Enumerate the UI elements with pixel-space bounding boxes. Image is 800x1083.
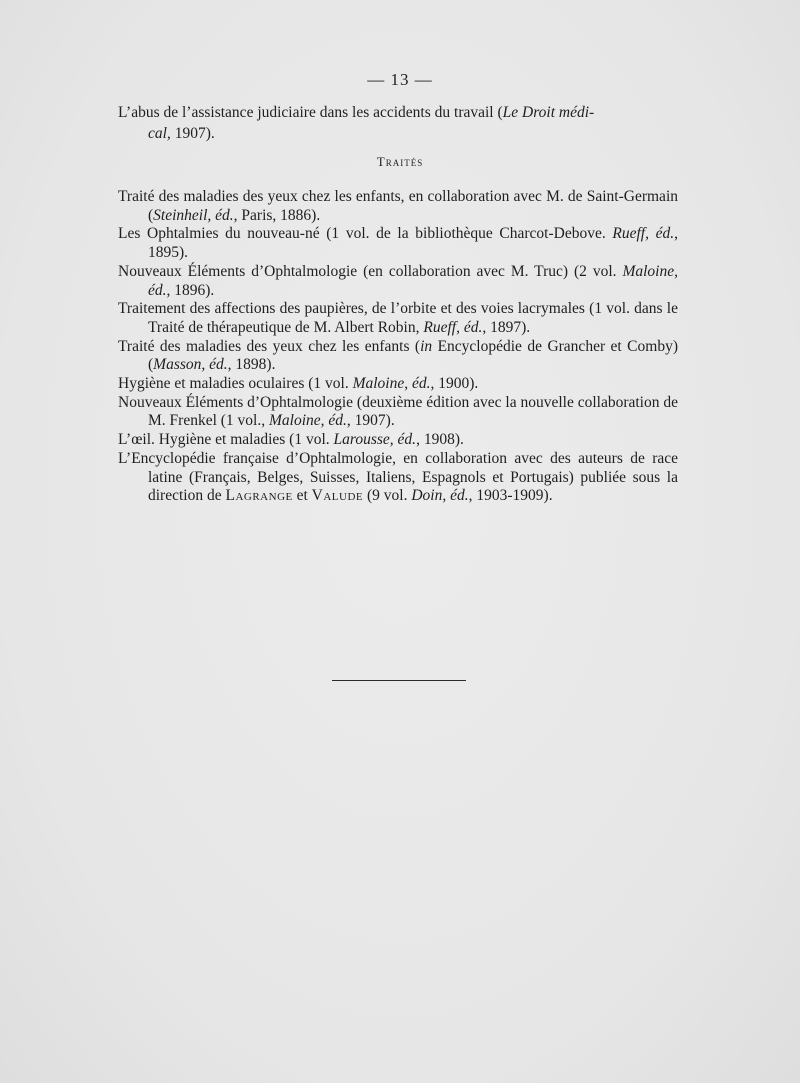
publisher-italic: Maloine, éd. bbox=[352, 375, 431, 393]
entry-text: Nouveaux Éléments d’Ophtalmologie (deuxième édition avec la nouvelle collaboration de M. Frenkel (1 vol., bbox=[118, 393, 678, 430]
bibliography-entry bbox=[118, 338, 678, 375]
entry-text: , 1895). bbox=[148, 225, 678, 262]
page-number: — 13 — bbox=[367, 70, 433, 89]
intro-journal-title-part1: Le Droit médi- bbox=[502, 104, 595, 121]
publisher-italic: Maloine, éd. bbox=[268, 412, 347, 430]
publisher-italic: in bbox=[420, 337, 433, 355]
bibliography-entry bbox=[118, 394, 678, 431]
bibliography-entry bbox=[118, 300, 678, 337]
intro-text-line1: L’abus de l’assistance judiciaire dans les accidents du travail ( bbox=[118, 104, 503, 121]
publisher-italic: Rueff, éd. bbox=[423, 318, 483, 336]
entry-text: Les Ophtalmies du nouveau-né (1 vol. de la bibliothèque Charcot-Debove. bbox=[118, 225, 613, 243]
entry-text: Traité des maladies des yeux chez les enfants, en collaboration avec M. de Saint-Germain ( bbox=[118, 188, 678, 224]
entry-text: L’Encyclopédie française d’Ophtalmologie, en collaboration avec des auteurs de race latine (Français, Belges, Suisses, Italiens, Espagnols et Portugais) publiée sous la direction de bbox=[118, 449, 678, 505]
intro-text-line2: 1907). bbox=[170, 125, 215, 142]
publisher-italic: Rueff, éd. bbox=[612, 225, 675, 243]
entry-text: , Paris, 1886). bbox=[233, 206, 321, 224]
entry-text: Traitement des affections des paupières, de l’orbite et des voies lacrymales (1 vol. dans le Traité de thérapeutique de M. Albert Robin, bbox=[118, 300, 678, 336]
entry-text: Traité des maladies des yeux chez les enfants ( bbox=[118, 337, 421, 355]
entry-text: Hygiène et maladies oculaires (1 vol. bbox=[118, 375, 353, 393]
entry-text: , 1908). bbox=[416, 431, 464, 449]
intro-paragraph bbox=[118, 102, 678, 144]
author-name-smallcaps: Valude bbox=[311, 487, 364, 505]
entry-text: , 1898). bbox=[227, 356, 276, 374]
bibliography-entry bbox=[118, 225, 678, 262]
closing-rule bbox=[332, 680, 466, 681]
bibliography-entry bbox=[118, 431, 678, 450]
intro-continuation bbox=[118, 123, 678, 144]
publisher-italic: Larousse, éd. bbox=[333, 431, 417, 449]
intro-journal-title-part2: cal, bbox=[148, 125, 171, 142]
bibliography-list bbox=[118, 188, 678, 506]
publisher-italic: Steinheil, éd. bbox=[153, 206, 234, 224]
entry-text: Nouveaux Éléments d’Ophtalmologie (en collaboration avec M. Truc) (2 vol. bbox=[118, 262, 623, 280]
entry-text: Encyclopédie de Grancher et Comby) ( bbox=[148, 337, 678, 374]
bibliography-entry bbox=[118, 263, 678, 300]
entry-text: , 1903-1909). bbox=[468, 487, 553, 505]
entry-text: , 1896). bbox=[166, 281, 215, 299]
entry-text: , 1897). bbox=[482, 318, 531, 336]
entry-text: (9 vol. bbox=[363, 487, 412, 505]
publisher-italic: Maloine, éd. bbox=[148, 262, 678, 299]
publisher-italic: Doin, éd. bbox=[411, 487, 469, 505]
author-name-smallcaps: Lagrange bbox=[225, 487, 293, 505]
bibliography-entry bbox=[118, 188, 678, 225]
bibliography-entry bbox=[118, 375, 678, 394]
entry-text: , 1907). bbox=[346, 412, 395, 430]
entry-text: L’œil. Hygiène et maladies (1 vol. bbox=[118, 431, 334, 449]
section-heading: Traités bbox=[376, 154, 424, 169]
entry-text: , 1900). bbox=[430, 375, 479, 393]
entry-text: et bbox=[292, 487, 312, 505]
publisher-italic: Masson, éd. bbox=[153, 356, 228, 374]
bibliography-entry bbox=[118, 450, 678, 506]
